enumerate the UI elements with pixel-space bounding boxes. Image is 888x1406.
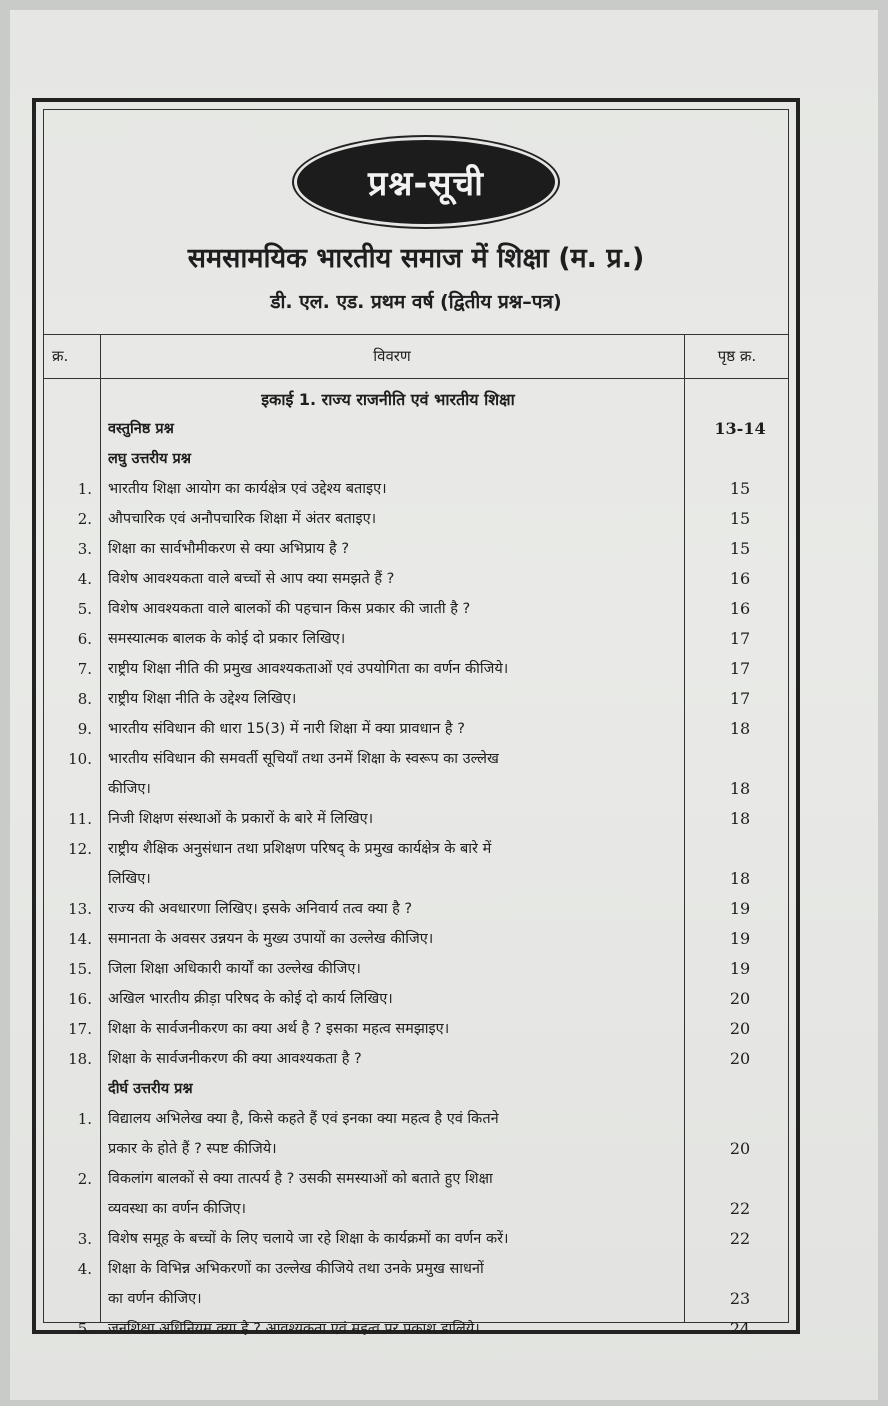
question-text: का वर्णन कीजिए। [108,1291,202,1307]
header-desc: विवरण [373,347,411,365]
page-number: 13-14 [714,419,766,438]
table-row [44,564,788,594]
question-text: विशेष समूह के बच्चों के लिए चलाये जा रहे शिक्षा के कार्यक्रमों का वर्णन करें। [108,1231,509,1247]
question-text: राष्ट्रीय शिक्षा नीति की प्रमुख आवश्यकताओं एवं उपयोगिता का वर्णन कीजिये। [108,661,509,677]
question-text: राज्य की अवधारणा लिखिए। इसके अनिवार्य तत्व क्या है ? [108,901,413,917]
badge-text: प्रश्न-सूची [368,164,484,204]
section-label: वस्तुनिष्ठ प्रश्न [108,421,174,437]
row-number: 6. [77,630,92,648]
table-row [44,1164,788,1224]
header-page: पृष्ठ क्र. [717,347,757,365]
question-text: विद्यालय अभिलेख क्या है, किसे कहते हैं एवं इनका क्या महत्व है एवं कितने [108,1111,499,1127]
question-text: प्रकार के होते हैं ? स्पष्ट कीजिये। [108,1141,277,1157]
question-text: जिला शिक्षा अधिकारी कार्यों का उल्लेख कीजिए। [108,961,361,977]
row-number: 12. [68,840,92,858]
question-text: व्यवस्था का वर्णन कीजिए। [108,1201,247,1217]
question-text: राष्ट्रीय शैक्षिक अनुसंधान तथा प्रशिक्षण परिषद् के प्रमुख कार्यक्षेत्र के बारे में [108,841,492,857]
row-number: 15. [68,960,92,978]
table-row [44,954,788,984]
table-row [44,1254,788,1314]
question-text: विकलांग बालकों से क्या तात्पर्य है ? उसकी समस्याओं को बताते हुए शिक्षा [108,1171,493,1187]
table-row [44,744,788,804]
section-label: लघु उत्तरीय प्रश्न [108,451,192,467]
page-number: 18 [729,869,751,888]
row-number: 8. [77,690,92,708]
row-number: 4. [77,570,92,588]
question-text: विशेष आवश्यकता वाले बालकों की पहचान किस प्रकार की जाती है ? [108,601,471,617]
row-number: 17. [68,1020,92,1038]
page-number: 19 [729,929,751,948]
table-row [44,924,788,954]
page-number: 20 [729,989,751,1008]
heading-badge [297,140,555,224]
row-number: 4. [77,1260,92,1278]
book-title: समसामयिक भारतीय समाज में शिक्षा (म. प्र.) [187,243,645,274]
page-number: 17 [729,629,751,648]
table-row [44,894,788,924]
question-text: शिक्षा के विभिन्न अभिकरणों का उल्लेख कीजिये तथा उनके प्रमुख साधनों [108,1261,484,1277]
contents-table [44,334,788,1338]
row-number: 13. [68,900,92,918]
page-number: 20 [729,1049,751,1068]
section-heading-row [44,414,788,444]
document-page [10,10,878,1400]
page-number: 15 [729,539,751,558]
table-row [44,474,788,504]
row-number: 5. [77,1320,92,1338]
row-number: 18. [68,1050,92,1068]
section-heading-row [44,444,788,474]
unit-title: इकाई 1. राज्य राजनीति एवं भारतीय शिक्षा [261,390,515,409]
page-number: 17 [729,659,751,678]
question-text: समस्यात्मक बालक के कोई दो प्रकार लिखिए। [108,631,346,647]
table-row [44,984,788,1014]
question-text: राष्ट्रीय शिक्षा नीति के उद्देश्य लिखिए। [108,691,297,707]
table-row [44,504,788,534]
question-text: अखिल भारतीय क्रीड़ा परिषद के कोई दो कार्य लिखिए। [108,991,393,1007]
question-text: भारतीय संविधान की धारा 15(3) में नारी शिक्षा में क्या प्रावधान है ? [108,721,465,737]
row-number: 2. [77,1170,92,1188]
table-row [44,714,788,744]
table-row [44,684,788,714]
row-number: 14. [68,930,92,948]
page-number: 15 [729,509,751,528]
row-number: 11. [68,810,92,828]
book-subtitle: डी. एल. एड. प्रथम वर्ष (द्वितीय प्रश्न–पत्र) [270,291,562,313]
row-number: 16. [68,990,92,1008]
question-text: लिखिए। [108,871,151,887]
question-text: भारतीय संविधान की समवर्ती सूचियाँ तथा उनमें शिक्षा के स्वरूप का उल्लेख [108,751,499,767]
inner-border [43,109,789,1338]
page-number: 20 [729,1139,751,1158]
question-text: शिक्षा के सार्वजनीकरण की क्या आवश्यकता है ? [108,1051,362,1067]
table-row [44,834,788,894]
row-number: 1. [77,480,92,498]
question-text: निजी शिक्षण संस्थाओं के प्रकारों के बारे में लिखिए। [108,811,374,827]
table-row [44,624,788,654]
page-number: 17 [729,689,751,708]
section-label: दीर्घ उत्तरीय प्रश्न [108,1081,193,1097]
page-number: 15 [729,479,751,498]
section-heading-row [44,1074,788,1104]
row-number: 10. [68,750,92,768]
row-number: 7. [77,660,92,678]
row-number: 5. [77,600,92,618]
page-number: 18 [729,779,751,798]
question-text: औपचारिक एवं अनौपचारिक शिक्षा में अंतर बताइए। [108,511,377,527]
page-number: 18 [729,719,751,738]
table-row [44,1044,788,1074]
question-text: विशेष आवश्यकता वाले बच्चों से आप क्या समझते हैं ? [108,571,395,587]
table-row [44,1014,788,1044]
page-number: 19 [729,959,751,978]
outer-border [32,98,800,1338]
page-number: 24 [729,1319,751,1338]
question-text: भारतीय शिक्षा आयोग का कार्यक्षेत्र एवं उद्देश्य बताइए। [108,481,387,497]
page-number: 22 [729,1199,751,1218]
table-row [44,654,788,684]
question-text: कीजिए। [108,781,151,797]
table-row [44,534,788,564]
table-row [44,594,788,624]
header-num: क्र. [52,347,69,365]
row-number: 3. [77,1230,92,1248]
page-number: 18 [729,809,751,828]
row-number: 1. [77,1110,92,1128]
page-number: 20 [729,1019,751,1038]
question-text: समानता के अवसर उन्नयन के मुख्य उपायों का उल्लेख कीजिए। [108,931,434,947]
page-number: 16 [729,599,751,618]
question-text: जनशिक्षा अधिनियम क्या है ? आवश्यकता एवं महत्व पर प्रकाश डालिये। [108,1321,480,1337]
page-number: 22 [729,1229,751,1248]
row-number: 3. [77,540,92,558]
row-number: 2. [77,510,92,528]
table-row [44,804,788,834]
table-row [44,1224,788,1254]
table-row [44,1314,788,1344]
table-header-rule [44,378,788,379]
row-number: 9. [77,720,92,738]
table-row [44,1104,788,1164]
question-text: शिक्षा के सार्वजनीकरण का क्या अर्थ है ? इसका महत्व समझाइए। [108,1021,450,1037]
question-text: शिक्षा का सार्वभौमीकरण से क्या अभिप्राय है ? [108,541,350,557]
page-number: 19 [729,899,751,918]
page-number: 16 [729,569,751,588]
page-number: 23 [729,1289,751,1308]
